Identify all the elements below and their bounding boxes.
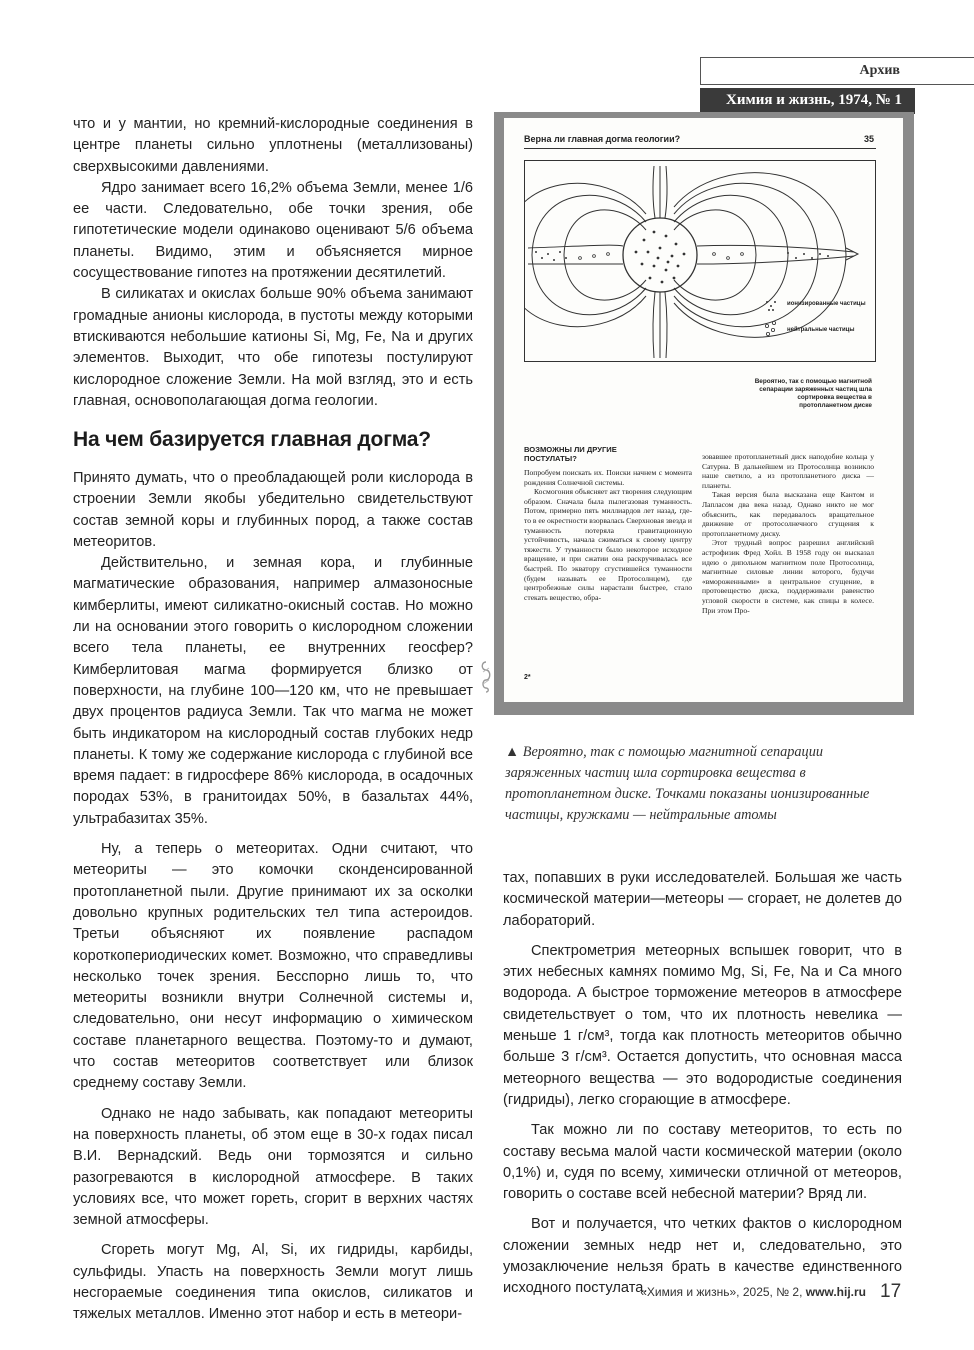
archive-figure-caption: Вероятно, так с помощью магнитной сепарации заряженных частиц шла сортировка вещества в протопланетном диске (754, 378, 872, 409)
paragraph: тах, попавших в руки исследователей. Большая же часть космической материи—метеоры — сгорает, не долетев до лабораторий. (503, 870, 902, 929)
paper-clip-icon (478, 660, 494, 694)
paragraph: Ну, а теперь о метеоритах. Одни считают, что метеориты — это комочки сконденсированной протопланетной пыли. Другие принимают их за осколки довольно крупных родительских тел типа астероидов. Третьи объясняют их появление распадом короткопериодических комет. Возможно, что справедливы несколько точек зрения. Бесспорно лишь то, что метеориты возникли внутри Солнечной системы и, следовательно, они несут информацию о химическом составе планетарного вещества. Поэтому-то и думают, что состав метеоритов соответствует или близок среднему составу Земли. (73, 841, 473, 1092)
archive-running-title: Верна ли главная догма геологии? (524, 134, 681, 144)
section-heading: На чем базируется главная догма? (73, 428, 431, 451)
legend-ionized: ионизированные частицы (787, 301, 866, 307)
archive-page-number: 35 (863, 134, 874, 144)
archive-paragraph: Попробуем поискать их. Поиски начнем с момента рождения Солнечной системы. (524, 468, 692, 487)
left-column-top (73, 114, 473, 412)
archive-subtitle: ВОЗМОЖНЫ ЛИ ДРУГИЕ ПОСТУЛАТЫ? (524, 445, 617, 463)
paragraph: что и у мантии, но кремний-кислородные соединения в центре планеты сильно уплотнены (металлизованы) сверхвысокими давлениями. (73, 116, 473, 175)
section-label: Архив (859, 63, 900, 78)
archive-paragraph: Этот трудный вопрос разрешил английский астрофизик Фред Хойл. В 1958 году он высказал идею о дипольном магнитном поле Протосолнца, магнитные силовые линии которого, будучи «вмороженными» в центральное сгущение, в протовещество диска, поддерживали равенство угловой скорости в системе, как спицы в колесе. При этом Про- (702, 538, 874, 615)
archive-paragraph: Такая версия была высказана еще Кантом и Лапласом два века назад. Однако никто не мог объяснить, как передавалось вращательное движение от протосолнечного сгущения к протопланетному диску. (702, 490, 874, 538)
paragraph: Сгореть могут Mg, Al, Si, их гидриды, карбиды, сульфиды. Упасть на поверхность Земли могут лишь несгораемые соединения типа окислов, силикатов и тяжелых металлов. Именно этот набор и есть в метеори- (73, 1242, 473, 1323)
page-footer (640, 1285, 866, 1299)
legend-neutral: нейтральные частицы (787, 327, 855, 333)
magnetic-field-diagram (524, 160, 876, 362)
paragraph: Спектрометрия метеорных вспышек говорит, что в этих небесных камнях помимо Mg, Si, Fe, Na и Ca много водорода. А быстрое торможение метеоров в атмосфере свидетельствует о том, что их плотность невелика — меньше 1 г/см³, тогда как плотность метеоритов обычно больше 3 г/см³. Остается допустить, что основная масса метеорного вещества — это водородистые соединения (гидриды), легко сгорающие в атмосфере. (503, 942, 902, 1108)
divider (524, 148, 876, 149)
page-number: 17 (880, 1281, 902, 1302)
archive-running-head (524, 134, 874, 144)
journal-label: Химия и жизнь, 1974, № 1 (726, 92, 903, 108)
paragraph: Однако не надо забывать, как попадают метеориты на поверхность планеты, об этом еще в 30-х годах писал В.И. Вернадский. Ведь они тормозятся и сильно разогреваются в кислородной атмосфере. В таких условиях все, что может гореть, сгорит в верхних частях земной атмосферы. (73, 1105, 473, 1229)
archive-signature-mark: 2* (524, 674, 531, 681)
section-tab (700, 57, 974, 85)
archive-column-2 (702, 452, 874, 615)
paragraph: Действительно, и земная кора, и глубинные магматические образования, например алмазоносные кимберлиты, имеют силикатно-окисный состав. Но можно ли на основании этого говорить о кислородном сложении всего тела планеты, ее внутренних геосфер? Кимберлитовая магма формируется близко от поверхности, на глубине 100—120 км, что не превышает двух процентов радиуса Земли. Так что магма не может быть индикатором на кислородный состав глубоких недр планеты. К тому же содержание кислорода с глубиной все время падает: в гидросфере 86% кислорода, в осадочных породах 53%, в гранитоидах 50%, в базальтах 44%, ультрабазитах 35%. (73, 555, 473, 827)
journal-tab (700, 88, 915, 114)
paragraph: В силикатах и окислах больше 90% объема занимают громадные анионы кислорода, в пустоты между которыми втискиваются небольшие катионы Si, Mg, Fe, Na и других элементов. Выходит, что обе гипотезы постулируют кислородное сложение Земли. На мой взгляд, это и есть главная, основополагающая догма геологии. (73, 286, 473, 409)
figure-caption: ▲ Вероятно, так с помощью магнитной сепарации заряженных частиц шла сортировка вещества в протопланетном диске. Точками показаны ионизированные частицы, кружками — нейтральные атомы (505, 744, 870, 823)
left-column-bottom (73, 468, 473, 1326)
footer-journal: «Химия и жизнь», 2025, № 2, (640, 1285, 806, 1299)
paragraph: Принято думать, что о преобладающей роли кислорода в строении Земли якобы убедительно свидетельствуют состав земной коры и глубинных пород, а также состав метеоритов. (73, 470, 473, 550)
footer-site-link[interactable]: www.hij.ru (805, 1285, 866, 1299)
archive-column-1 (524, 468, 692, 602)
paragraph: Ядро занимает всего 16,2% объема Земли, менее 1/6 ее части. Следовательно, обе точки зрения, обе гипотетические модели одинаково оценивают 5/6 объема планеты. Видимо, этим и объясняется мирное сосуществование гипотез на протяжении десятилетий. (73, 179, 473, 282)
paragraph: Так можно ли по составу метеоритов, то есть по составу весьма малой части космической материи (около 0,1%) и, судя по всему, химически отличной от метеоров, говорить о составе всей небесной материи? Вряд ли. (503, 1122, 902, 1203)
right-column (503, 868, 902, 1300)
archive-paragraph: зовавшее протопланетный диск наподобие кольца у Сатурна. В дальнейшем из Протосолнца возникло наше светило, а из протопланетного диска — планеты. (702, 452, 874, 490)
paragraph: Вот и получается, что четких фактов о кислородном сложении земных недр нет и, следовательно, это умозаключение нельзя брать в качестве единственного исходного постулата. (503, 1216, 902, 1297)
archive-paragraph: Космогония объясняет акт творения следующим образом. Сначала была пылегазовая туманность. Потом, примерно пять миллиардов лет назад, где-то в ее окрестности взорвалась Сверхновая звезда и туманность потеряла гравитационную устойчивость, начала сжиматься к своему центру тяжести. У туманности было некоторое исходное вращение, и при сжатии она раскручивалась все быстрей. По экватору сгустившейся туманности (будем называть ее Протосолнцем), где центробежные силы нарастали быстрее, стало стекать вещество, обра- (524, 487, 692, 602)
